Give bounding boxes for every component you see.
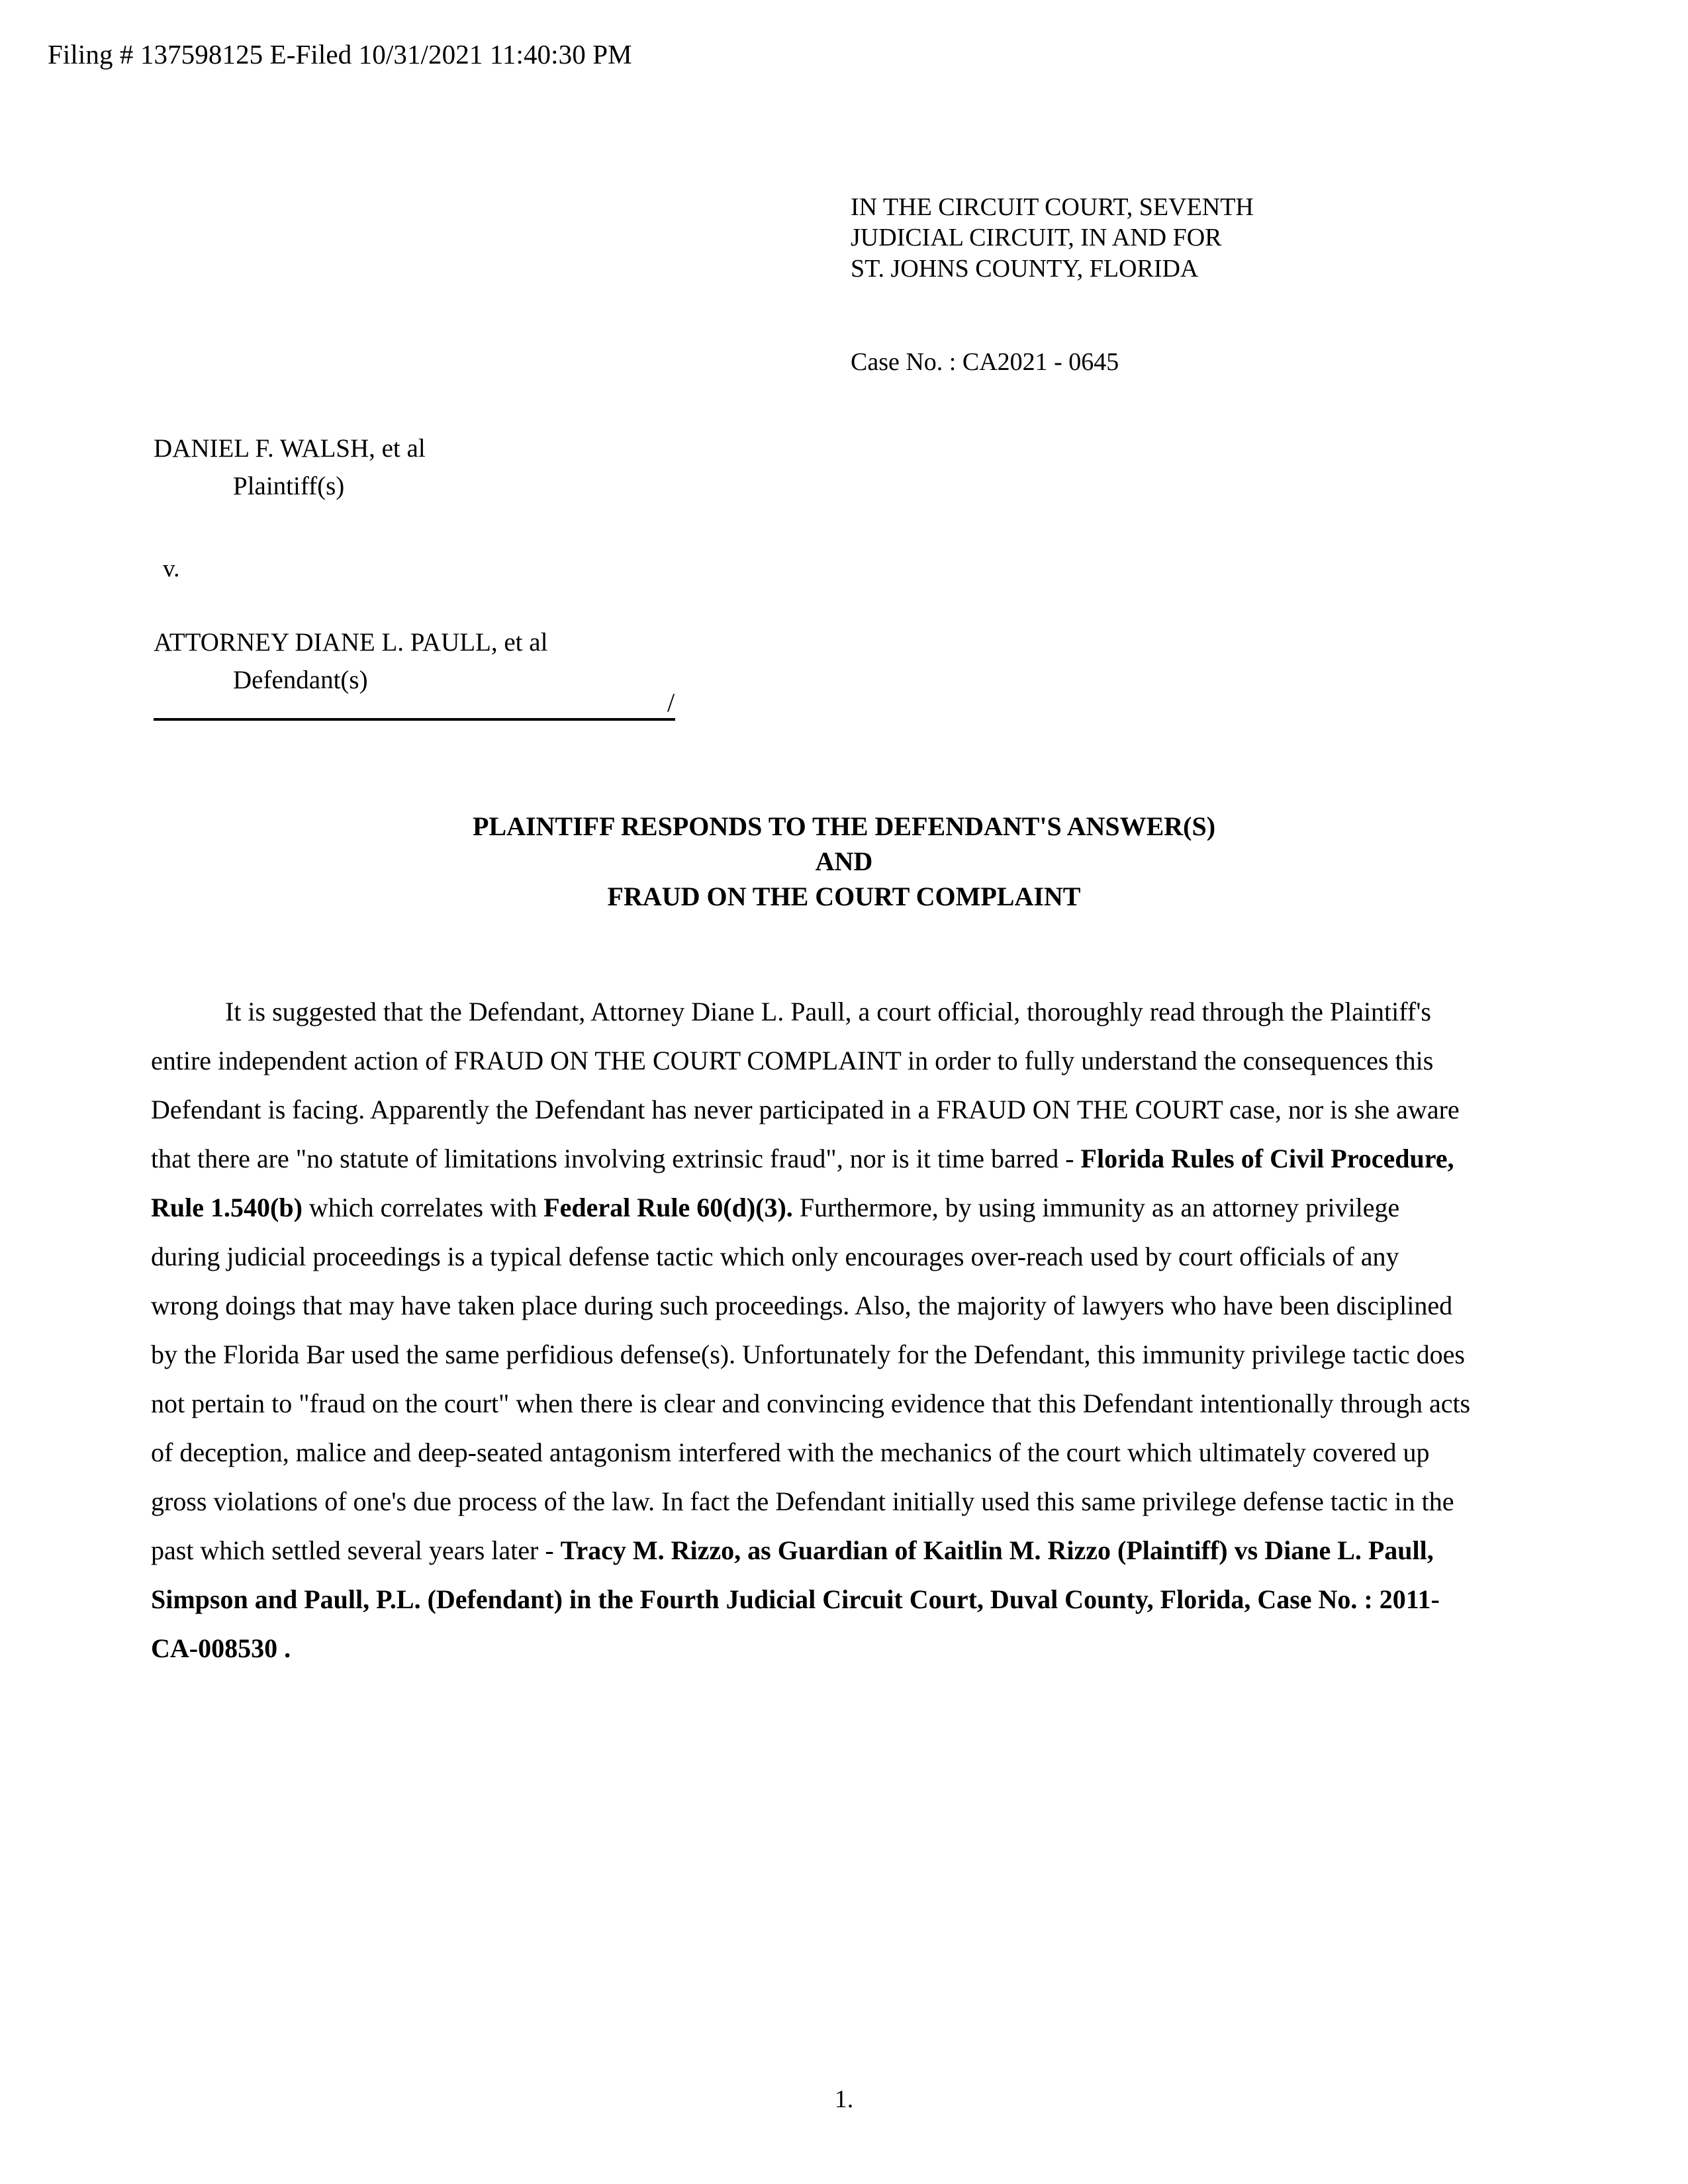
body-emphasis-run: Tracy M. Rizzo, as Guardian of Kaitlin M. Rizzo (Plaintiff) vs Diane L. Paull, Simpson and Paull, P.L. (Defendant) in the Fourth Judicial Circuit Court, Duval County, Florida, Case No. : 2011-CA-008530 . — [151, 1535, 1440, 1663]
court-caption-line-2: JUDICIAL CIRCUIT, IN AND FOR — [851, 224, 1222, 252]
case-number: Case No. : CA2021 - 0645 — [851, 348, 1119, 376]
court-caption-line-3: ST. JOHNS COUNTY, FLORIDA — [851, 254, 1199, 283]
document-title-line-1: PLAINTIFF RESPONDS TO THE DEFENDANT'S ANSWER(S) — [472, 811, 1216, 841]
document-title-line-2: AND — [815, 846, 873, 877]
efiling-stamp: Filing # 137598125 E-Filed 10/31/2021 11:40:30 PM — [48, 39, 632, 69]
page-number: 1. — [834, 2085, 854, 2113]
body-text-run: It is suggested that the Defendant, Attorney Diane L. Paull, a court official, thoroughly read through the Plaintiff's entire independent action of FRAUD ON THE COURT COMPLAINT in order to fully understand the consequences this Defendant is facing. Apparently the Defendant has never participated in a FRAUD ON THE COURT case, nor is she aware that there are "no statute of limitations involving extrinsic fraud", nor is it time barred - — [151, 997, 1460, 1173]
body-paragraph — [151, 987, 1472, 1673]
plaintiff-name: DANIEL F. WALSH, et al — [154, 434, 426, 463]
defendant-role-label: Defendant(s) — [233, 666, 368, 694]
court-caption-line-1: IN THE CIRCUIT COURT, SEVENTH — [851, 193, 1254, 221]
document-title — [0, 809, 1688, 915]
body-emphasis-run: Federal Rule 60(d)(3). — [543, 1193, 793, 1222]
document-title-line-3: FRAUD ON THE COURT COMPLAINT — [607, 882, 1081, 912]
body-emphasis-run: Florida Rules of Civil Procedure, Rule 1.540(b) — [151, 1144, 1454, 1222]
body-text-run: which correlates with — [302, 1193, 544, 1222]
versus-label: v. — [163, 555, 180, 582]
caption-divider-rule — [154, 718, 675, 721]
defendant-name: ATTORNEY DIANE L. PAULL, et al — [154, 628, 548, 657]
court-caption — [851, 192, 1446, 284]
body-text — [151, 987, 1472, 1673]
plaintiff-role-label: Plaintiff(s) — [233, 472, 345, 500]
caption-divider-slash: / — [667, 688, 675, 717]
body-text-run: Furthermore, by using immunity as an attorney privilege during judicial proceedings is a typical defense tactic which only encourages over-reach used by court officials of any wrong doings that may have taken place during such proceedings. Also, the majority of lawyers who have been disciplined by the Florida Bar used the same perfidious defense(s). Unfortunately for the Defendant, this immunity privilege tactic does not pertain to "fraud on the court" when there is clear and convincing evidence that this Defendant intentionally through acts of deception, malice and deep-seated antagonism interfered with the mechanics of the court which ultimately covered up gross violations of one's due process of the law. In fact the Defendant initially used this same privilege defense tactic in the past which settled several years later - — [151, 1193, 1471, 1565]
